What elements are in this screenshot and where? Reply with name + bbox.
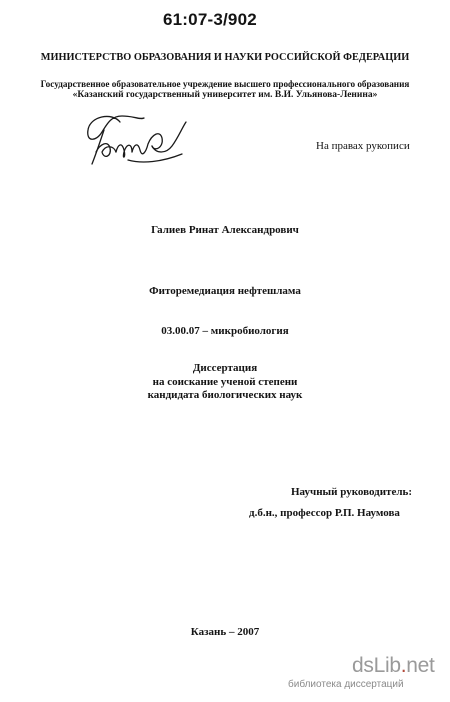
ministry-heading: МИНИСТЕРСТВО ОБРАЗОВАНИЯ И НАУКИ РОССИЙСКОЙ ФЕДЕРАЦИИ bbox=[40, 52, 410, 63]
specialty-code: 03.00.07 – микробиология bbox=[161, 325, 289, 337]
watermark-brand-2: net bbox=[406, 654, 435, 677]
watermark-logo[interactable] bbox=[352, 654, 435, 678]
dissertation-line-2: на соискание ученой степени bbox=[152, 375, 298, 388]
dissertation-title: Фиторемедиация нефтешлама bbox=[149, 285, 301, 297]
signature-text: Галиев bbox=[82, 108, 85, 109]
institution-line-2: «Казанский государственный университет им. В.И. Ульянова-Ленина» bbox=[72, 90, 378, 100]
dissertation-line-1: Диссертация bbox=[192, 362, 258, 374]
author-name: Галиев Ринат Александрович bbox=[151, 224, 299, 236]
handwritten-signature bbox=[82, 108, 194, 172]
supervisor-label: Научный руководитель: bbox=[291, 486, 412, 498]
watermark-subtitle: библиотека диссертаций bbox=[288, 679, 404, 690]
place-and-year: Казань – 2007 bbox=[190, 626, 260, 638]
dissertation-line-3: кандидата биологических наук bbox=[147, 389, 303, 401]
archive-stamp: 61:07-3/902 bbox=[163, 10, 257, 29]
watermark-brand-dot: . bbox=[400, 654, 407, 677]
dissertation-degree-block bbox=[0, 362, 450, 403]
manuscript-rights-note: На правах рукописи bbox=[316, 140, 410, 152]
supervisor-name: д.б.н., профессор Р.П. Наумова bbox=[249, 507, 400, 519]
institution-line-1: Государственное образовательное учреждение высшего профессионального образования bbox=[40, 79, 410, 89]
watermark-brand-1: dsLib bbox=[352, 654, 401, 677]
